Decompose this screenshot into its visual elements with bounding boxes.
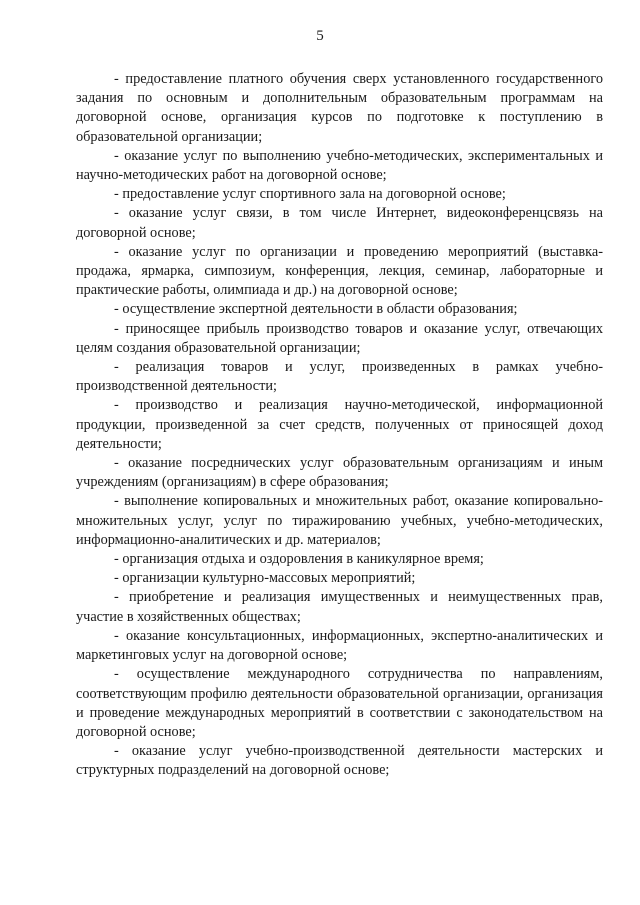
list-of-services <box>76 70 603 781</box>
list-item: - реализация товаров и услуг, произведенных в рамках учебно-производственной деятельности; <box>76 359 603 395</box>
list-item: - оказание услуг учебно-производственной деятельности мастерских и структурных подразделений на договорной основе; <box>76 743 603 779</box>
list-item: - оказание услуг по организации и проведению мероприятий (выставка-продажа, ярмарка, симпозиум, конференция, лекция, семинар, лабораторные и практические работы, олимпиада и др.) на договорной основе; <box>76 243 603 299</box>
page-number: 5 <box>316 28 324 44</box>
list-item: - организации культурно-массовых мероприятий; <box>114 570 416 587</box>
list-item: - оказание посреднических услуг образовательным организациям и иным учреждениям (организациям) в сфере образования; <box>76 455 603 491</box>
list-item: - приобретение и реализация имущественных и неимущественных прав, участие в хозяйственных обществах; <box>76 589 603 625</box>
list-item: - осуществление экспертной деятельности в области образования; <box>114 301 518 318</box>
list-item: - предоставление платного обучения сверх установленного государственного задания по основным и дополнительным образовательным программам на договорной основе, организация курсов по подготовке к поступлению в образовательной организации; <box>76 71 603 145</box>
list-item: - организация отдыха и оздоровления в каникулярное время; <box>114 551 484 568</box>
list-item: - осуществление международного сотрудничества по направлениям, соответствующим профилю деятельности образовательной организации, организация и проведение международных мероприятий в соответствии с законодательством на договорной основе; <box>76 666 603 740</box>
list-item: - оказание услуг по выполнению учебно-методических, экспериментальных и научно-методических работ на договорной основе; <box>76 147 603 184</box>
list-item: - приносящее прибыль производство товаров и оказание услуг, отвечающих целям создания образовательной организации; <box>76 320 603 356</box>
list-item: - выполнение копировальных и множительных работ, оказание копировально-множительных услуг, услуг по тиражированию учебных, учебно-методических, информационно-аналитических и др. материалов; <box>76 493 603 548</box>
list-item: - оказание консультационных, информационных, экспертно-аналитических и маркетинговых услуг на договорной основе; <box>76 627 603 664</box>
list-item: - производство и реализация научно-методической, информационной продукции, произведенной за счет средств, полученных от приносящей доход деятельности; <box>76 397 603 452</box>
list-item: - оказание услуг связи, в том числе Интернет, видеоконференцсвязь на договорной основе; <box>76 205 603 241</box>
list-item: - предоставление услуг спортивного зала на договорной основе; <box>114 186 506 203</box>
